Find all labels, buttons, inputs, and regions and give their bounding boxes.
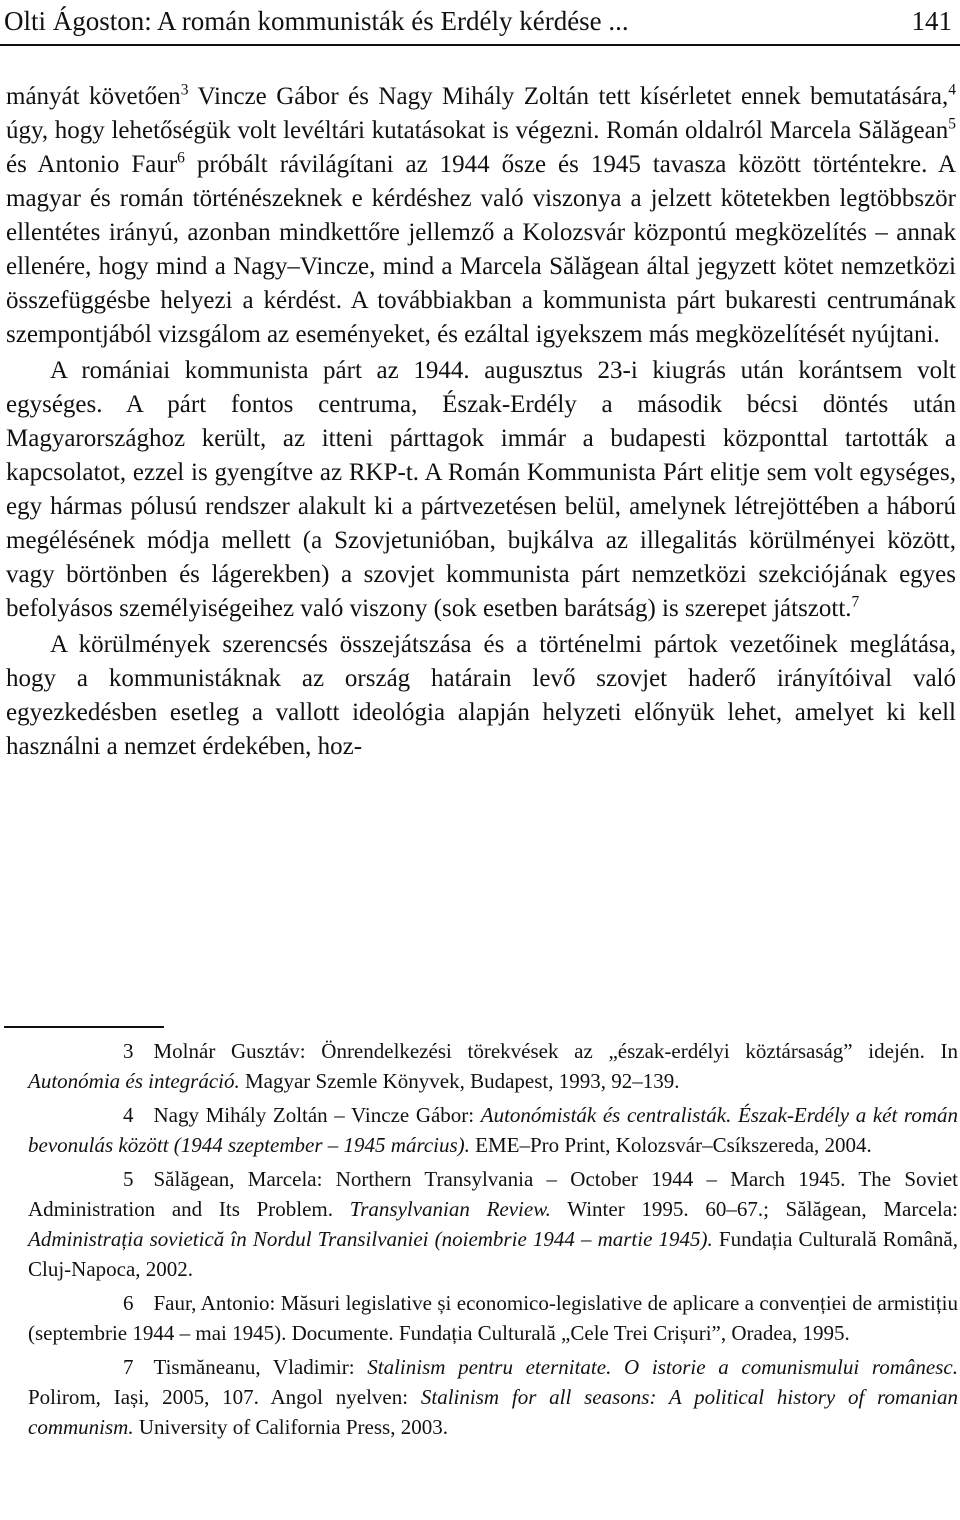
running-header bbox=[0, 4, 960, 38]
footnote-title: Autonómisták és centralisták. Észak-Erdély a két román bevonulás között (1944 szeptember – 1945 március). bbox=[28, 1103, 958, 1157]
running-title: Olti Ágoston: A román kommunisták és Erdély kérdése ... bbox=[4, 6, 629, 36]
paragraph-text: próbált rávilágítani az 1944 ősze és 1945 tavasza között történtekre. A magyar és román történészeknek e kérdéshez való viszonya a jelzett kötetekben legtöbbször ellentétes irányú, azonban mindkettőre jellemző a Kolozsvár központú megközelítés – annak ellenére, hogy mind a Nagy–Vincze, mind a Marcela Sălăgean által jegyzett kötet nemzetközi összefüggésbe helyezi a kérdést. A továbbiakban a kommunista párt bukaresti centrumának szempontjából vizsgálom az eseményeket, és ezáltal igyekszem más megközelítését nyújtani. bbox=[6, 151, 957, 348]
footnote-text: Fundația Culturală Română, Cluj-Napoca, 2002. bbox=[28, 1227, 959, 1281]
footnote-number: 7 bbox=[123, 1355, 134, 1379]
paragraph-text: úgy, hogy lehetőségük volt levéltári kutatásokat is végezni. Román oldalról Marcela Sălăgean bbox=[6, 117, 949, 144]
footnote-ref-5[interactable]: 5 bbox=[948, 115, 956, 133]
footnote-number: 4 bbox=[123, 1103, 134, 1127]
footnote-text: Tismăneanu, Vladimir: bbox=[153, 1355, 368, 1379]
paragraph-1 bbox=[6, 80, 956, 352]
footnote-6 bbox=[28, 1288, 958, 1348]
footnote-ref-7[interactable]: 7 bbox=[851, 593, 860, 611]
paragraph-text: Vincze Gábor és Nagy Mihály Zoltán tett kísérletet ennek bemutatására, bbox=[197, 83, 949, 110]
paragraph-text: és Antonio Faur bbox=[6, 151, 178, 178]
footnote-text: Sălăgean, Marcela: Northern Transylvania – October 1944 – March 1945. The Soviet Administration and Its Problem. bbox=[28, 1167, 958, 1221]
footnotes bbox=[28, 1036, 958, 1446]
paragraph-2 bbox=[6, 354, 956, 626]
paragraph-3: A körülmények szerencsés összejátszása és a történelmi pártok vezetőinek meglátása, hogy a kommunistáknak az ország határain levő szovjet haderő irányítóival való egyezkedésben esetleg a vallott ideológia alapján helyzeti előnyük lehet, amelyet ki kell használni a nemzet érdekében, hoz- bbox=[6, 631, 956, 760]
footnote-title: Stalinism for all seasons: A political history of romanian communism. bbox=[28, 1385, 959, 1439]
footnote-number: 3 bbox=[123, 1039, 134, 1063]
footnote-text: University of California Press, 2003. bbox=[133, 1415, 448, 1439]
footnote-rule bbox=[4, 1026, 164, 1028]
footnote-4 bbox=[28, 1100, 958, 1160]
footnote-text: Winter 1995. 60–67.; Sălăgean, Marcela: bbox=[550, 1197, 958, 1221]
footnote-text: EME–Pro Print, Kolozsvár–Csíkszereda, 2004. bbox=[469, 1133, 872, 1157]
footnote-title: Stalinism pentru eternitate. O istorie a comunismului românesc. bbox=[367, 1355, 958, 1379]
footnote-text: Faur, Antonio: Măsuri legislative și economico-legislative de aplicare a convenției de armistițiu (septembrie 1944 – mai 1945). Documente. Fundația Culturală „Cele Trei Crișuri”, Oradea, 1995. bbox=[28, 1291, 958, 1345]
footnote-3 bbox=[28, 1036, 958, 1096]
footnote-text: Molnár Gusztáv: Önrendelkezési törekvések az „észak-erdélyi köztársaság” idején. In bbox=[153, 1039, 958, 1063]
header-rule bbox=[0, 44, 960, 46]
footnote-ref-3[interactable]: 3 bbox=[180, 81, 189, 99]
footnote-ref-4[interactable]: 4 bbox=[948, 81, 956, 99]
footnote-5 bbox=[28, 1164, 958, 1284]
footnote-title: Autonómia és integráció. bbox=[28, 1069, 240, 1093]
paragraph-text: mányát követően bbox=[6, 83, 181, 110]
footnote-number: 5 bbox=[123, 1167, 134, 1191]
paragraph-text: A romániai kommunista párt az 1944. augusztus 23-i kiugrás után korántsem volt egységes. A párt fontos centruma, Észak-Erdély a második bécsi döntés után Magyarországhoz került, az itteni párttagok immár a budapesti központtal tartották a kapcsolatot, ezzel is gyengítve az RKP-t. A Román Kommunista Párt elitje sem volt egységes, egy hármas pólusú rendszer alakult ki a pártvezetésen belül, amelynek létrejöttében a háború megélésének módja mellett (a Szovjetunióban, bujkálva az illegalitás körülményei között, vagy börtönben és lágerekben) a szovjet kommunista párt nemzetközi szekciójának egyes befolyásos személyiségeihez való viszony (sok esetben barátság) is szerepet játszott. bbox=[6, 357, 956, 622]
footnote-title: Transylvanian Review. bbox=[349, 1197, 551, 1221]
main-text bbox=[6, 80, 956, 764]
footnote-text: Polirom, Iași, 2005, 107. Angol nyelven: bbox=[28, 1385, 421, 1409]
footnote-title: Administrația sovietică în Nordul Transilvaniei (noiembrie 1944 – martie 1945). bbox=[28, 1227, 713, 1251]
footnote-text: Magyar Szemle Könyvek, Budapest, 1993, 92–139. bbox=[239, 1069, 680, 1093]
footnote-number: 6 bbox=[123, 1291, 134, 1315]
footnote-7 bbox=[28, 1352, 958, 1442]
footnote-ref-6[interactable]: 6 bbox=[177, 149, 185, 167]
footnote-text: Nagy Mihály Zoltán – Vincze Gábor: bbox=[153, 1103, 481, 1127]
page-number: 141 bbox=[911, 6, 952, 36]
